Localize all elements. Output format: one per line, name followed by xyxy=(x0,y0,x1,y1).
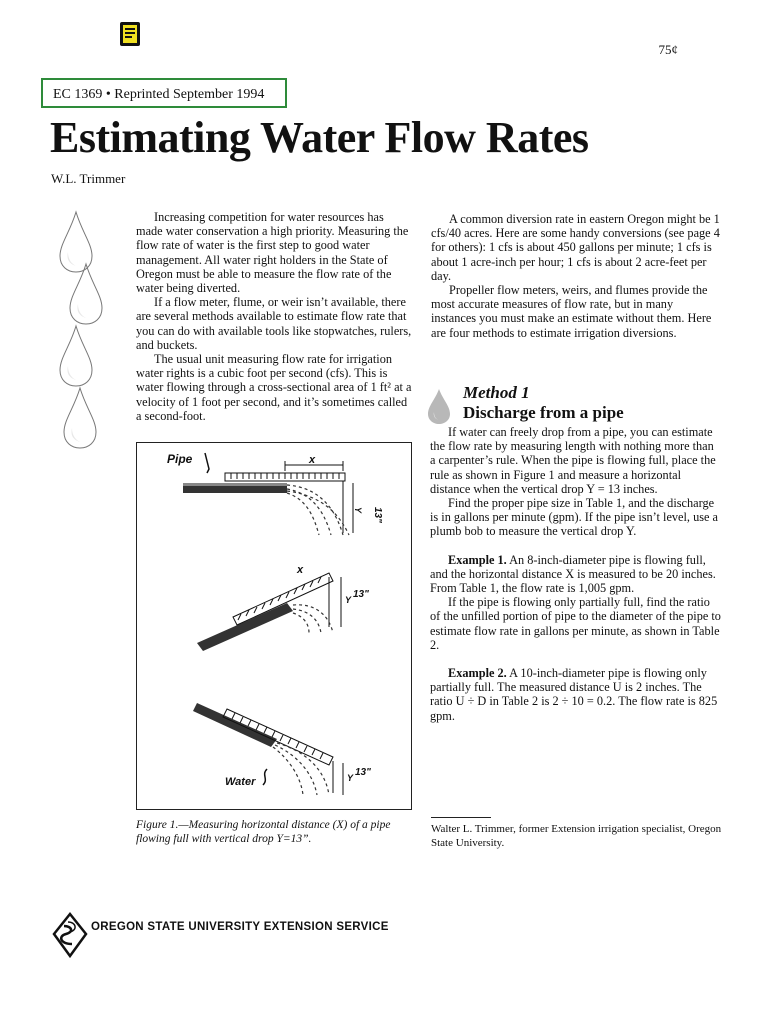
y-dimension-label: Y xyxy=(347,773,354,783)
figure-1 xyxy=(136,442,412,810)
example-1-text: An 8-inch-diameter pipe is flowing full, and the horizontal distance X is measured to be 20 inches. From Table 1, the flow rate is 1,005 gpm. xyxy=(430,552,716,596)
method-subheading: Discharge from a pipe xyxy=(463,403,624,422)
y-dimension-label: Y xyxy=(353,507,363,514)
example-1-paragraph xyxy=(430,553,722,596)
water-drops-illustration xyxy=(58,210,108,460)
method-heading: Method 1 xyxy=(463,383,530,402)
paragraph: The usual unit measuring flow rate for irrigation water rights is a cubic foot per second (cfs). This is water flowing through a cross-sectional area of 1 ft² at a velocity of 1 foot per second, and it’s sometimes called a second-foot. xyxy=(136,352,412,423)
example-2-text: A 10-inch-diameter pipe is flowing only partially full. The measured distance U is 2 inches. The ratio U ÷ D in Table 2 is 2 ÷ 10 = 0.2. The flow rate is 825 gpm. xyxy=(430,666,718,723)
x-dimension-label: x xyxy=(309,454,316,466)
figure-caption: Figure 1.—Measuring horizontal distance (X) of a pipe flowing full with vertical drop Y=13”. xyxy=(136,819,391,845)
example-2-label: Example 2. xyxy=(448,666,507,681)
right-column-text xyxy=(431,212,721,340)
publication-number-box: EC 1369 • Reprinted September 1994 xyxy=(41,78,287,108)
method-heading-block xyxy=(426,383,726,423)
drop-13-inch-label: 13" xyxy=(372,507,383,523)
paragraph: Increasing competition for water resources has made water conservation a high priority. Measuring the flow rate of water is the first step to good water management. All water right holders in the State of Oregon must be able to measure the flow rate of the water being diverted. xyxy=(136,210,409,296)
left-column-text xyxy=(136,210,412,423)
paragraph: If the pipe is flowing only partially full, find the ratio of the unfilled portion of pipe to the diameter of the pipe to estimate flow rate in gallons per minute, as shown in Table 2. xyxy=(430,595,721,652)
pipe-label: Pipe xyxy=(167,452,193,466)
osu-extension-logo xyxy=(52,912,88,958)
paragraph: Find the proper pipe size in Table 1, and the discharge is in gallons per minute (gpm). If the pipe isn’t level, use a plumb bob to measure the vertical drop Y. xyxy=(430,496,719,539)
organization-name: OREGON STATE UNIVERSITY EXTENSION SERVICE xyxy=(91,921,389,933)
footnote-divider xyxy=(431,817,491,818)
example-2-paragraph xyxy=(430,666,722,723)
x-dimension-label: x xyxy=(297,564,304,576)
y-dimension-label: Y xyxy=(345,595,352,605)
drop-13-inch-label: 13" xyxy=(355,767,371,778)
water-label: Water xyxy=(225,776,256,788)
method-text xyxy=(430,425,722,723)
example-1-label: Example 1. xyxy=(448,552,507,567)
paragraph: Propeller flow meters, weirs, and flumes provide the most accurate measures of flow rate, but in many instances you must make an estimate without them. Here are four methods to estimate irrigation diversions. xyxy=(431,283,712,340)
paragraph: If water can freely drop from a pipe, you can estimate the flow rate by measuring length with nothing more than a carpenter’s rule. When the pipe is flowing full, place the rule as shown in Figure 1 and measure a horizontal distance when the vertical drop Y = 13 inches. xyxy=(430,425,716,496)
pipe-flow-diagram xyxy=(137,443,411,809)
document-icon xyxy=(118,20,144,48)
drop-13-inch-label: 13" xyxy=(353,589,369,600)
paragraph: If a flow meter, flume, or weir isn’t available, there are several methods available to estimate flow rate that you can do with available tools like stopwatches, rulers, and buckets. xyxy=(136,295,412,352)
price-label: 75¢ xyxy=(658,42,678,57)
footnote: Walter L. Trimmer, former Extension irrigation specialist, Oregon State University. xyxy=(431,823,722,849)
page-title: Estimating Water Flow Rates xyxy=(50,113,589,162)
author-name: W.L. Trimmer xyxy=(51,171,126,186)
paragraph: A common diversion rate in eastern Oregon might be 1 cfs/40 acres. Here are some handy conversions (see page 4 for others): 1 cfs is about 450 gallons per minute; 1 cfs is about 1 acre-inch per hour; 1 cfs is about 2 acre-feet per day. xyxy=(431,212,720,283)
